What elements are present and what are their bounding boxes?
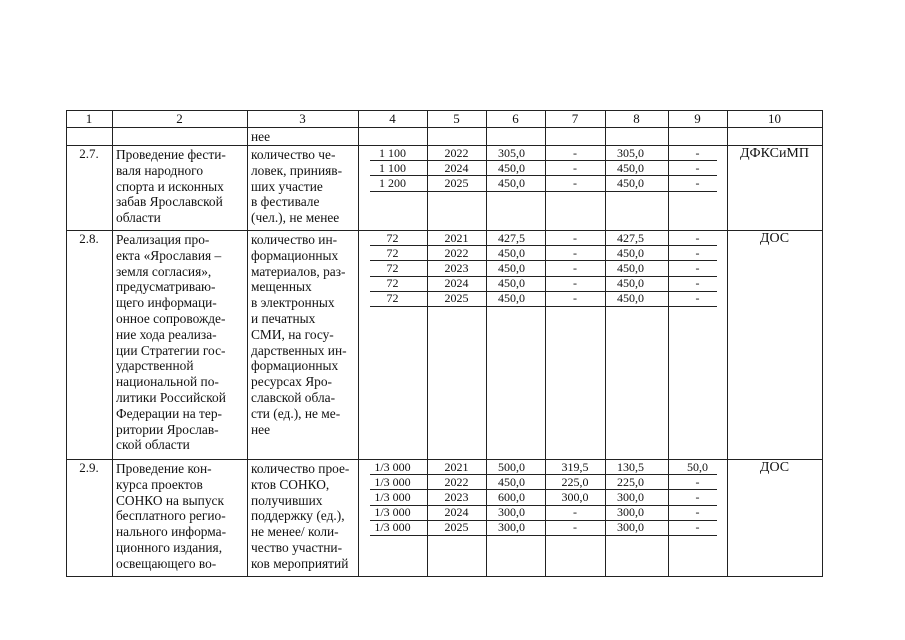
column-header-2: 2 — [176, 111, 183, 126]
sub-row-border — [370, 535, 717, 536]
other-funding: - — [695, 230, 700, 245]
column-header-8: 8 — [633, 111, 640, 126]
row-number: 2.7. — [79, 146, 99, 161]
year: 2022 — [444, 474, 469, 489]
indicator-value: 1/3 000 — [374, 520, 411, 535]
other-funding: - — [695, 520, 700, 535]
indicator-value: 1/3 000 — [374, 474, 411, 489]
regional-funding: 300,0 — [617, 489, 644, 504]
row-number: 2.9. — [79, 460, 99, 475]
column-header-6: 6 — [512, 111, 519, 126]
year: 2022 — [444, 245, 469, 260]
total-funding: 500,0 — [498, 459, 525, 474]
column-header-10: 10 — [768, 111, 781, 126]
regional-funding: 225,0 — [617, 474, 644, 489]
column-header-4: 4 — [389, 111, 396, 126]
total-funding: 450,0 — [498, 245, 525, 260]
regional-funding: 300,0 — [617, 520, 644, 535]
federal-funding: - — [573, 145, 577, 160]
column-border — [112, 110, 113, 576]
federal-funding: - — [573, 505, 577, 520]
activity-name: Проведение фести- валя народного спорта и исконных забав Ярославской области — [116, 147, 226, 226]
indicator-value: 1/3 000 — [374, 459, 411, 474]
year: 2021 — [444, 459, 469, 474]
year: 2023 — [444, 489, 469, 504]
other-funding: - — [695, 160, 700, 175]
indicator-value: 1/3 000 — [374, 489, 411, 504]
activity-name: Проведение кон- курса проектов СОНКО на выпуск бесплатного регио- нального информа- ционного издания, освещающего во- — [116, 461, 227, 571]
regional-funding: 450,0 — [617, 175, 644, 190]
year: 2022 — [444, 145, 469, 160]
total-funding: 450,0 — [498, 260, 525, 275]
federal-funding: - — [573, 276, 577, 291]
total-funding: 305,0 — [498, 145, 525, 160]
column-border — [727, 110, 728, 576]
regional-funding: 450,0 — [617, 260, 644, 275]
regional-funding: 130,5 — [617, 459, 644, 474]
year: 2024 — [444, 505, 469, 520]
federal-funding: - — [573, 291, 577, 306]
year: 2021 — [444, 230, 469, 245]
federal-funding: 319,5 — [561, 459, 589, 474]
other-funding: - — [695, 245, 700, 260]
year: 2025 — [444, 175, 469, 190]
indicator-value: 72 — [386, 276, 399, 291]
activity-name: Реализация про- екта «Ярославия – земля согласия», предусматриваю- щего информаци- онное сопровожде- ние хода реализа- ции Стратегии гос- ударственной национальной по- литики Российской Федерации на тер- ритории Ярослав- ской области — [116, 232, 226, 453]
column-header-3: 3 — [299, 111, 306, 126]
other-funding: - — [695, 291, 700, 306]
sub-row-border — [370, 191, 717, 192]
regional-funding: 305,0 — [617, 145, 644, 160]
total-funding: 427,5 — [498, 230, 525, 245]
year: 2024 — [444, 160, 469, 175]
federal-funding: 300,0 — [561, 489, 589, 504]
total-funding: 300,0 — [498, 520, 525, 535]
column-header-9: 9 — [694, 111, 701, 126]
indicator-description: количество че- ловек, принияв- ших участие в фестивале (чел.), не менее — [251, 147, 343, 226]
regional-funding: 450,0 — [617, 245, 644, 260]
regional-funding: 300,0 — [617, 505, 644, 520]
indicator-value: 1 200 — [379, 175, 406, 190]
column-border — [605, 110, 606, 576]
federal-funding: - — [573, 520, 577, 535]
regional-funding: 427,5 — [617, 230, 644, 245]
total-funding: 450,0 — [498, 175, 525, 190]
other-funding: - — [695, 260, 700, 275]
continuation-text: нее — [251, 129, 271, 144]
regional-funding: 450,0 — [617, 291, 644, 306]
column-header-5: 5 — [453, 111, 460, 126]
federal-funding: - — [573, 245, 577, 260]
column-border — [247, 110, 248, 576]
indicator-value: 1/3 000 — [374, 505, 411, 520]
year: 2025 — [444, 291, 469, 306]
year: 2025 — [444, 520, 469, 535]
federal-funding: - — [573, 230, 577, 245]
other-funding: - — [695, 276, 700, 291]
federal-funding: - — [573, 260, 577, 275]
other-funding: 50,0 — [687, 459, 708, 474]
total-funding: 450,0 — [498, 160, 525, 175]
column-header-1: 1 — [85, 111, 93, 126]
column-border — [66, 110, 67, 576]
indicator-description: количество прое- ктов СОНКО, получивших поддержку (ед.), не менее/ коли- чество участни- ков мероприятий — [251, 461, 350, 571]
federal-funding: - — [573, 175, 577, 190]
total-funding: 450,0 — [498, 291, 525, 306]
other-funding: - — [695, 175, 700, 190]
other-funding: - — [695, 145, 700, 160]
executor: ДФКСиМП — [740, 146, 809, 161]
year: 2024 — [444, 276, 469, 291]
other-funding: - — [695, 505, 700, 520]
column-border — [822, 110, 823, 576]
executor: ДОС — [759, 460, 790, 475]
indicator-description: количество ин- формационных материалов, раз- мещенных в электронных и печатных СМИ, на госу- дарственных ин- формационных ресурсах Яро- славской обла- сти (ед.), не ме- нее — [251, 232, 347, 437]
row-border — [66, 576, 823, 577]
column-header-7: 7 — [571, 111, 579, 126]
total-funding: 450,0 — [498, 474, 525, 489]
indicator-value: 72 — [386, 245, 399, 260]
indicator-value: 72 — [386, 291, 399, 306]
indicator-value: 72 — [386, 230, 399, 245]
sub-row-border — [370, 306, 717, 307]
total-funding: 600,0 — [498, 489, 525, 504]
column-border — [486, 110, 487, 576]
indicator-value: 1 100 — [379, 145, 406, 160]
federal-funding: 225,0 — [561, 474, 589, 489]
row-border — [66, 127, 823, 128]
executor: ДОС — [759, 231, 790, 246]
regional-funding: 450,0 — [617, 160, 644, 175]
total-funding: 300,0 — [498, 505, 525, 520]
federal-funding: - — [573, 160, 577, 175]
year: 2023 — [444, 260, 469, 275]
indicator-value: 72 — [386, 260, 399, 275]
regional-funding: 450,0 — [617, 276, 644, 291]
total-funding: 450,0 — [498, 276, 525, 291]
other-funding: - — [695, 489, 700, 504]
indicator-value: 1 100 — [379, 160, 406, 175]
other-funding: - — [695, 474, 700, 489]
row-number: 2.8. — [79, 231, 99, 246]
